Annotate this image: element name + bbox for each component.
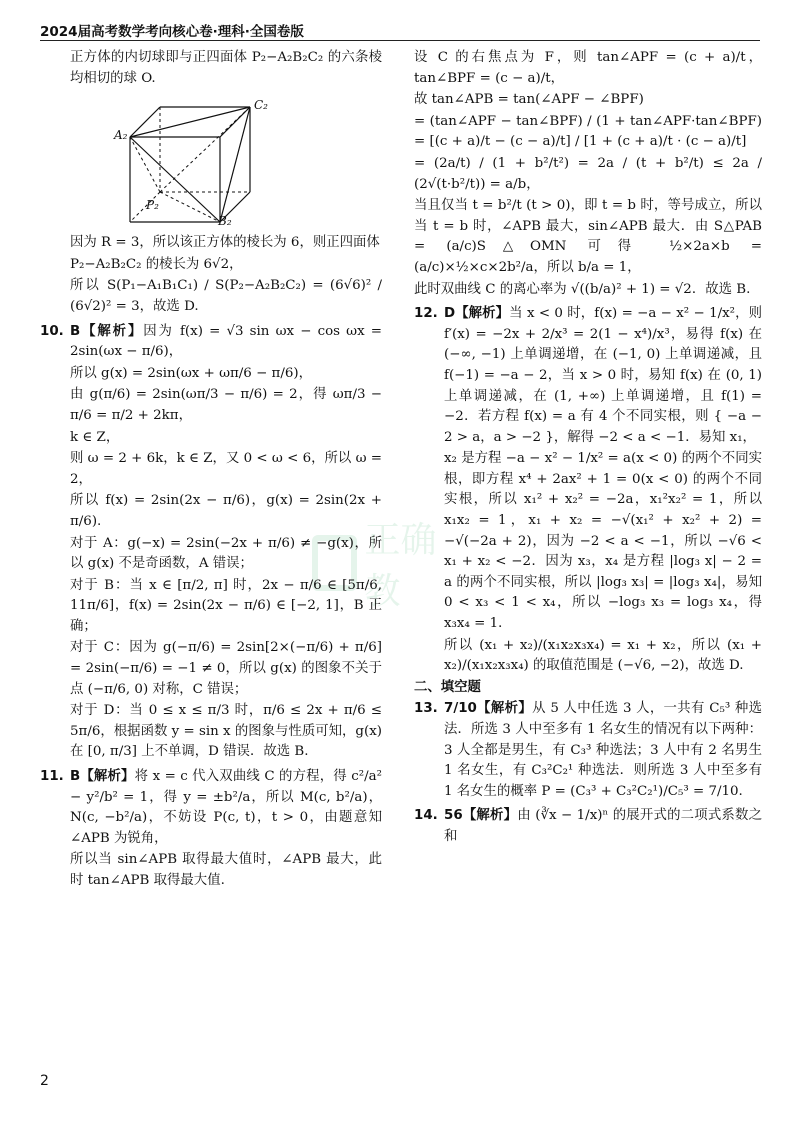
q14-head	[414, 806, 762, 847]
q10-answer: B【解析】	[70, 323, 144, 339]
r-line-3: 所以 S(P₁−A₁B₁C₁) / S(P₂−A₂B₂C₂) = (6√6)² / (6√2)² = 3，故选 D.	[70, 278, 382, 314]
hidden-tetra-edge	[130, 137, 160, 192]
label-p2: P₂	[146, 198, 159, 213]
q10-line: k ∈ Z，	[70, 429, 120, 445]
tetra-edge	[130, 107, 250, 137]
r-line-2: P₂−A₂B₂C₂ 的棱长为 6√2，	[70, 256, 243, 272]
q11-cont-line: = (tan∠APF − tan∠BPF) / (1 + tan∠APF·tan∠BPF) = [(c + a)/t − (c − a)/t] / [1 + (c + a)/t · (c − a)/t]	[414, 113, 762, 150]
q13-head	[414, 699, 762, 802]
label-a2: A₂	[114, 128, 128, 143]
q14-answer: 56【解析】	[444, 808, 518, 824]
watermark-text: 正确教	[364, 520, 437, 612]
q11-line: 所以当 sin∠APB 取得最大值时，∠APB 最大，此时 tan∠APB 取得最大值.	[70, 852, 382, 888]
q12-line: 所以 (x₁ + x₂)/(x₁x₂x₃x₄) = x₁ + x₂，所以 (x₁ + x₂)/(x₁x₂x₃x₄) 的取值范围是 (−√6, −2)，故选 D.	[444, 637, 762, 674]
q11-cont-line: 当且仅当 t = b²/t (t > 0)，即 t = b 时，等号成立，所以当 t = b 时，∠APB 最大，sin∠APB 最大．由 S△PAB = (a/c)S△OMN 可得 ½×2a×b = (a/c)×½×c×2b²/a，所以 b/a = 1，	[414, 198, 762, 275]
q11-cont-line: 此时双曲线 C 的离心率为 √((b/a)² + 1) = √2．故选 B.	[414, 281, 751, 297]
left-column	[40, 48, 382, 893]
q10-number: 10.	[40, 323, 64, 339]
running-header: 2024届高考数学考向核心卷·理科·全国卷版	[40, 24, 304, 40]
q11-number: 11.	[40, 769, 64, 785]
q10-line: 所以 g(x) = 2sin(ωx + ωπ/6 − π/6)，	[70, 365, 312, 381]
q12-head	[414, 304, 762, 448]
q10-line: 由 g(π/6) = 2sin(ωπ/3 − π/6) = 2，得 ωπ/3 − π/6 = π/2 + 2kπ，	[70, 387, 382, 423]
q11-cont-line: 设 C 的右焦点为 F，则 tan∠APF = (c + a)/t，tan∠BPF = (c − a)/t，	[414, 50, 762, 86]
q14-number: 14.	[414, 808, 438, 824]
q14-line: 由 (∛x − 1/x)ⁿ 的展开式的二项式系数之和	[444, 808, 762, 844]
q11-line: 将 x = c 代入双曲线 C 的方程，得 c²/a² − y²/b² = 1，得 y = ±b²/a，所以 M(c, b²/a)，N(c, −b²/a)，不妨设 P(c, t)，t > 0，由题意知 ∠APB 为锐角，	[70, 769, 382, 846]
label-b2: B₂	[218, 214, 232, 229]
header-rule	[40, 40, 760, 41]
q11-head	[40, 767, 382, 849]
intro-text: 正方体的内切球即与正四面体 P₂−A₂B₂C₂ 的六条棱均相切的球 O.	[70, 50, 382, 86]
r-line-1: 因为 R = 3，所以该正方体的棱长为 6，则正四面体	[70, 235, 380, 251]
q11-answer: B【解析】	[70, 769, 135, 785]
hidden-tetra-edge	[160, 192, 220, 222]
section-heading: 二、填空题	[414, 679, 481, 695]
q10-line: 所以 f(x) = 2sin(2x − π/6)，g(x) = 2sin(2x + π/6).	[70, 493, 382, 529]
right-column	[414, 48, 762, 849]
q13-number: 13.	[414, 701, 438, 717]
q12-line: x₂ 是方程 −a − x² − 1/x² = a(x < 0) 的两个不同实根，即方程 x⁴ + 2ax² + 1 = 0(x < 0) 的两个不同实根，所以 x₁² + x₂² = −2a，x₁²x₂² = 1，所以 x₁x₂ = 1，x₁ + x₂ = −√(x₁² + x₂² + 2) = −√(−2a + 2)，因为 −2 < a < −1，所以 −√6 < x₁ + x₂ < −2．因为 x₃，x₄ 是方程 |log₃ x| − 2 = a 的两个不同实根，所以 |log₃ x₃| = |log₃ x₄|，易知 0 < x₃ < 1 < x₄，所以 −log₃ x₃ = log₃ x₄，得 x₃x₄ = 1．	[444, 451, 762, 632]
cube-figure	[114, 97, 300, 229]
q13-answer: 7/10【解析】	[444, 701, 533, 717]
q11-cont-line: = (2a/t) / (1 + b²/t²) = 2a / (t + b²/t) ≤ 2a / (2√(t·b²/t)) = a/b，	[414, 155, 762, 192]
q11-cont-line: 故 tan∠APB = tan(∠APF − ∠BPF)	[414, 92, 644, 108]
q12-line: 当 x < 0 时，f(x) = −a − x² − 1/x²，则 f′(x) = −2x + 2/x³ = 2(1 − x⁴)/x³，易得 f(x) 在 (−∞, −1) 上单调递增，在 (−1, 0) 上单调递减，且 f(−1) = −a − 2，当 x > 0 时，易知 f(x) 在 (0, 1) 上单调递减，在 (1, +∞) 上单调递增，且 f(1) = −2．若方程 f(x) = a 有 4 个不同实根，则 { −a − 2 > a，a > −2 }，解得 −2 < a < −1．易知 x₁，	[444, 306, 762, 445]
q13-line: 从 5 人中任选 3 人，一共有 C₅³ 种选法．所选 3 人中至多有 1 名女生的情况有以下两种：3 人全都是男生，有 C₃³ 种选法；3 人中有 2 名男生 1 名女生，有 C₃²C₂¹ 种选法．则所选 3 人中至多有 1 名女生的概率 P = (C₃³ + C₃²C₂¹)/C₅³ = 7/10.	[444, 701, 762, 799]
q10-head	[40, 322, 382, 363]
tetra-edge	[220, 107, 250, 222]
q10-line: 对于 A：g(−x) = 2sin(−2x + π/6) ≠ −g(x)，所以 g(x) 不是奇函数，A 错误；	[70, 535, 382, 572]
q10-line: 则 ω = 2 + 6k，k ∈ Z，又 0 < ω < 6，所以 ω = 2，	[70, 451, 382, 487]
q10-line: 对于 D：当 0 ≤ x ≤ π/3 时，π/6 ≤ 2x + π/6 ≤ 5π/6，根据函数 y = sin x 的图象与性质可知，g(x) 在 [0, π/3] 上不单调，D 错误．故选 B.	[70, 703, 382, 760]
q10-line: 对于 B：当 x ∈ [π/2, π] 时，2x − π/6 ∈ [5π/6, 11π/6]，f(x) = 2sin(2x − π/6) ∈ [−2, 1]，B 正确；	[70, 577, 382, 634]
q10-line: 因为 f(x) = √3 sin ωx − cos ωx = 2sin(ωx − π/6)，	[70, 323, 382, 360]
q12-answer: D【解析】	[444, 306, 510, 322]
tetra-edge	[130, 137, 220, 222]
label-c2: C₂	[254, 98, 268, 113]
page-number: 2	[40, 1073, 49, 1089]
q10-line: 对于 C：因为 g(−π/6) = 2sin[2×(−π/6) + π/6] = 2sin(−π/6) = −1 ≠ 0，所以 g(x) 的图象不关于点 (−π/6, 0) 对称，C 错误；	[70, 640, 382, 697]
q12-number: 12.	[414, 306, 438, 322]
cube-edge	[130, 107, 160, 137]
